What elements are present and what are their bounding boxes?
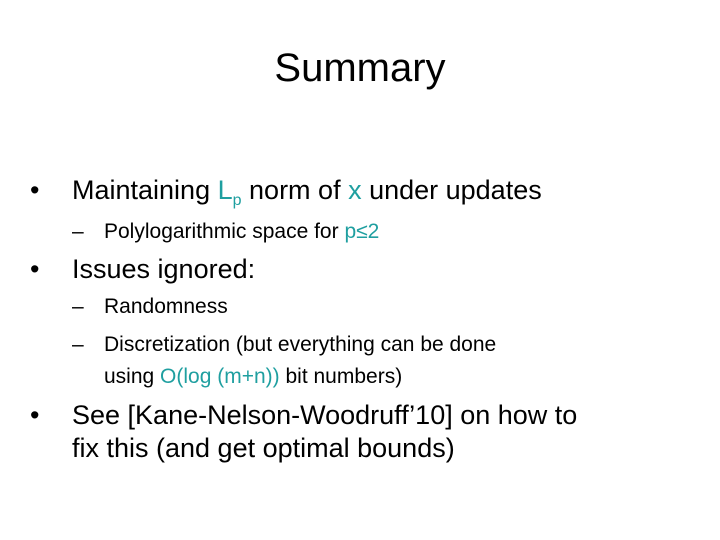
- p-le-2: p≤2: [344, 220, 380, 243]
- sub-bullet-text: [104, 219, 379, 245]
- bullet-text-line1: See [Kane-Nelson-Woodruff’10] on how to: [72, 400, 578, 430]
- sub-bullet-mark: –: [72, 220, 84, 243]
- x-symbol: x: [348, 175, 362, 205]
- sub-text-part: Polylogarithmic space for: [104, 220, 345, 243]
- bullet-text: Issues ignored:: [72, 254, 256, 284]
- p-subscript: p: [232, 192, 242, 209]
- bullet-text-line2: fix this (and get optimal bounds): [72, 433, 455, 463]
- sub-text-part: bit numbers): [279, 365, 403, 388]
- bullet-text-part: norm of: [241, 175, 349, 205]
- sub-text-part: using: [104, 365, 161, 388]
- sub-bullet-mark: –: [72, 333, 84, 356]
- bullet-text: [72, 174, 542, 209]
- sub-bullet-text: Randomness: [104, 295, 228, 318]
- big-o-expression: O(log (m+n)): [160, 365, 280, 388]
- sub-bullet-text-line1: Discretization (but everything can be done: [104, 333, 497, 356]
- sub-bullet-mark: –: [72, 295, 84, 318]
- lp-symbol: [217, 175, 242, 209]
- bullet-text-part: under updates: [361, 175, 542, 205]
- bullet-text-part: Maintaining: [72, 175, 218, 205]
- bullet-mark: •: [30, 254, 40, 284]
- slide-title: Summary: [274, 46, 446, 90]
- l-letter: L: [217, 175, 233, 205]
- sub-bullet-text-line2: [104, 364, 402, 390]
- bullet-mark: •: [30, 175, 40, 205]
- bullet-mark: •: [30, 400, 40, 430]
